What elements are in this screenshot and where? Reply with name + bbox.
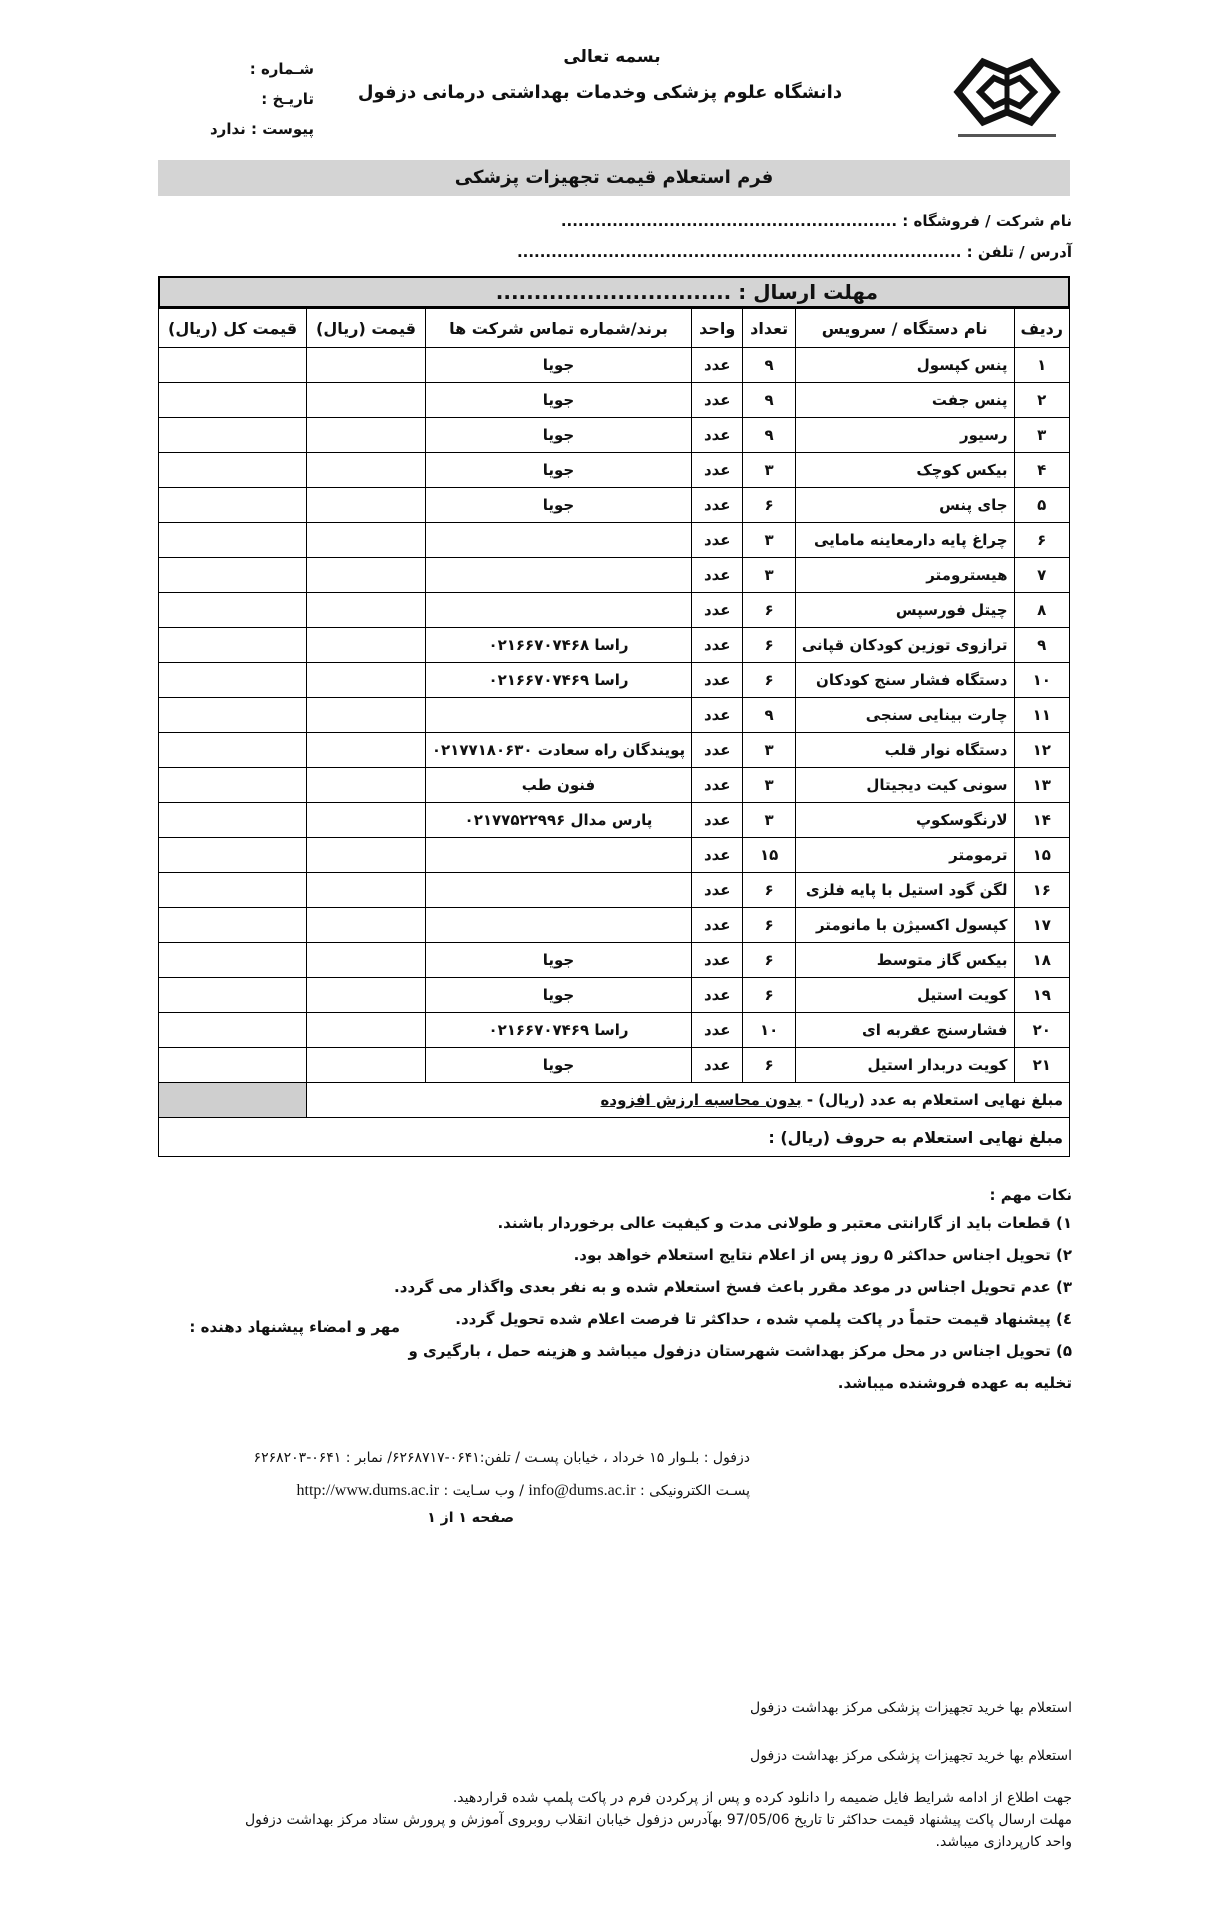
item-name: پنس کپسول: [795, 348, 1014, 383]
row-number: ۱۳: [1014, 768, 1069, 803]
table-row: [159, 628, 1070, 663]
unit: عدد: [692, 733, 743, 768]
bottom-line-5: واحد کارپردازی میباشد.: [935, 1834, 1072, 1850]
unit: عدد: [692, 803, 743, 838]
row-number: ۸: [1014, 593, 1069, 628]
quantity: ۱۵: [743, 838, 795, 873]
notes-title: نکات مهم :: [989, 1186, 1072, 1204]
total-numeric-text: مبلغ نهایی استعلام به عدد (ریال) -: [806, 1091, 1063, 1109]
total-price[interactable]: [159, 593, 307, 628]
total-price[interactable]: [159, 418, 307, 453]
unit: عدد: [692, 943, 743, 978]
quantity: ۶: [743, 1048, 795, 1083]
total-price[interactable]: [159, 383, 307, 418]
table-row: [159, 418, 1070, 453]
brand-contact: جویا: [425, 348, 691, 383]
unit: عدد: [692, 418, 743, 453]
item-name: کویت استیل: [795, 978, 1014, 1013]
form-title: فرم استعلام قیمت تجهیزات پزشکی: [158, 160, 1070, 196]
bottom-line-3: جهت اطلاع از ادامه شرایط فایل ضمیمه را دانلود کرده و پس از پرکردن فرم در پاکت پلمپ شده قراردهید.: [452, 1790, 1072, 1806]
col-brand-header: برند/شماره تماس شرکت ها: [425, 309, 691, 348]
quantity: ۶: [743, 873, 795, 908]
item-name: فشارسنج عقربه ای: [795, 1013, 1014, 1048]
unit-price[interactable]: [307, 908, 426, 943]
quantity: ۹: [743, 698, 795, 733]
total-numeric-row: [159, 1083, 1070, 1118]
unit: عدد: [692, 838, 743, 873]
row-number: ۱۱: [1014, 698, 1069, 733]
bottom-line-4: مهلت ارسال پاکت پیشنهاد قیمت حداکثر تا تاریخ 97/05/06 بهآدرس دزفول خیابان انقلاب روبروی آموزش و پرورش ستاد مرکز بهداشت دزفول: [244, 1812, 1072, 1828]
row-number: ۱۸: [1014, 943, 1069, 978]
brand-contact: راسا ۰۲۱۶۶۷۰۷۴۶۹: [425, 1013, 691, 1048]
quantity: ۶: [743, 593, 795, 628]
brand-contact: راسا ۰۲۱۶۶۷۰۷۴۶۹: [425, 663, 691, 698]
contact-address: دزفول : بلـوار ۱۵ خرداد ، خیابان پسـت / تلفن:۰۶۴۱-۶۲۶۸۷۱۷/ نمابر : ۰۶۴۱-۶۲۶۸۲۰۳: [253, 1450, 750, 1466]
col-qty-header: تعداد: [743, 309, 795, 348]
row-number: ۴: [1014, 453, 1069, 488]
quantity: ۱۰: [743, 1013, 795, 1048]
row-number: ۱: [1014, 348, 1069, 383]
brand-contact: فنون طب: [425, 768, 691, 803]
brand-contact: [425, 593, 691, 628]
total-price[interactable]: [159, 663, 307, 698]
row-number: ۱۰: [1014, 663, 1069, 698]
unit-price[interactable]: [307, 383, 426, 418]
total-numeric-label: [307, 1083, 1070, 1118]
quantity: ۶: [743, 628, 795, 663]
table-row: [159, 733, 1070, 768]
row-number: ۲۱: [1014, 1048, 1069, 1083]
website-label: / وب سـایت :: [443, 1483, 524, 1499]
total-price[interactable]: [159, 523, 307, 558]
quantity: ۹: [743, 348, 795, 383]
row-number: ۱۵: [1014, 838, 1069, 873]
item-name: لگن گود استیل با پایه فلزی: [795, 873, 1014, 908]
quantity: ۹: [743, 418, 795, 453]
row-number: ۱۴: [1014, 803, 1069, 838]
table-row: [159, 1048, 1070, 1083]
item-name: سونی کیت دیجیتال: [795, 768, 1014, 803]
unit: عدد: [692, 488, 743, 523]
total-price[interactable]: [159, 803, 307, 838]
table-row: [159, 698, 1070, 733]
unit: عدد: [692, 628, 743, 663]
unit-price[interactable]: [307, 768, 426, 803]
total-price[interactable]: [159, 348, 307, 383]
unit: عدد: [692, 383, 743, 418]
brand-contact: [425, 908, 691, 943]
total-price[interactable]: [159, 698, 307, 733]
row-number: ۷: [1014, 558, 1069, 593]
total-numeric-cell[interactable]: [159, 1083, 307, 1118]
date-label: تاریـخ :: [261, 90, 314, 108]
total-price[interactable]: [159, 733, 307, 768]
brand-contact: جویا: [425, 978, 691, 1013]
total-price[interactable]: [159, 873, 307, 908]
quantity: ۳: [743, 558, 795, 593]
brand-contact: جویا: [425, 488, 691, 523]
unit: عدد: [692, 978, 743, 1013]
item-name: هیسترومتر: [795, 558, 1014, 593]
unit-price[interactable]: [307, 838, 426, 873]
unit: عدد: [692, 768, 743, 803]
note-2: ۲) تحویل اجناس حداکثر ۵ روز پس از اعلام نتایج استعلام خواهد بود.: [573, 1246, 1072, 1264]
bottom-line-1: استعلام بها خرید تجهیزات پزشکی مرکز بهداشت دزفول: [750, 1700, 1072, 1716]
table-row: [159, 348, 1070, 383]
unit-price[interactable]: [307, 1048, 426, 1083]
unit: عدد: [692, 558, 743, 593]
brand-contact: پویندگان راه سعادت ۰۲۱۷۷۱۸۰۶۳۰: [425, 733, 691, 768]
unit: عدد: [692, 698, 743, 733]
brand-contact: جویا: [425, 453, 691, 488]
quantity: ۶: [743, 488, 795, 523]
brand-contact: پارس مدال ۰۲۱۷۷۵۲۲۹۹۶: [425, 803, 691, 838]
university-name: دانشگاه علوم پزشکی وخدمات بهداشتی درمانی دزفول: [357, 82, 843, 103]
table-row: [159, 663, 1070, 698]
unit: عدد: [692, 663, 743, 698]
unit-price[interactable]: [307, 873, 426, 908]
quantity: ۶: [743, 663, 795, 698]
row-number: ۲۰: [1014, 1013, 1069, 1048]
row-number: ۵: [1014, 488, 1069, 523]
col-row-header: ردیف: [1014, 309, 1069, 348]
quantity: ۳: [743, 733, 795, 768]
brand-contact: [425, 873, 691, 908]
unit: عدد: [692, 1048, 743, 1083]
total-price[interactable]: [159, 1048, 307, 1083]
col-name-header: نام دستگاه / سرویس: [795, 309, 1014, 348]
unit-price[interactable]: [307, 348, 426, 383]
table-row: [159, 558, 1070, 593]
unit: عدد: [692, 593, 743, 628]
contact-email-label: [297, 1482, 750, 1500]
table-row: [159, 768, 1070, 803]
table-row: [159, 1013, 1070, 1048]
note-1: ۱) قطعات باید از گارانتی معتبر و طولانی مدت و کیفیت عالی برخوردار باشند.: [497, 1214, 1072, 1232]
total-price[interactable]: [159, 628, 307, 663]
row-number: ۱۶: [1014, 873, 1069, 908]
col-total-header: قیمت کل (ریال): [159, 309, 307, 348]
item-name: دستگاه فشار سنج کودکان: [795, 663, 1014, 698]
total-words-label[interactable]: مبلغ نهایی استعلام به حروف (ریال) :: [159, 1118, 1070, 1157]
item-name: ترمومتر: [795, 838, 1014, 873]
brand-contact: [425, 523, 691, 558]
note-5-cont: تخلیه به عهده فروشنده میباشد.: [837, 1374, 1072, 1392]
deadline-field[interactable]: مهلت ارسال : ...............................: [158, 276, 1070, 308]
unit-price[interactable]: [307, 698, 426, 733]
quantity: ۶: [743, 978, 795, 1013]
signature-label: مهر و امضاء پیشنهاد دهنده :: [189, 1318, 400, 1336]
unit-price[interactable]: [307, 593, 426, 628]
unit-price[interactable]: [307, 663, 426, 698]
brand-contact: جویا: [425, 383, 691, 418]
total-price[interactable]: [159, 978, 307, 1013]
total-price[interactable]: [159, 558, 307, 593]
company-field[interactable]: نام شرکت / فروشگاه : ...........................................................: [560, 212, 1072, 230]
unit-price[interactable]: [307, 628, 426, 663]
item-name: کپسول اکسیژن با مانومتر: [795, 908, 1014, 943]
col-price-header: قیمت (ریال): [307, 309, 426, 348]
vat-note: بدون محاسبه ارزش افزوده: [600, 1091, 802, 1109]
number-label: شـماره :: [249, 60, 314, 78]
address-field[interactable]: آدرس / تلفن : ..............................................................................: [516, 243, 1072, 261]
brand-contact: جویا: [425, 1048, 691, 1083]
quantity: ۳: [743, 523, 795, 558]
row-number: ۱۲: [1014, 733, 1069, 768]
brand-contact: [425, 698, 691, 733]
unit-price[interactable]: [307, 488, 426, 523]
note-3: ۳) عدم تحویل اجناس در موعد مقرر باعث فسخ استعلام شده و به نفر بعدی واگذار می گردد.: [394, 1278, 1072, 1296]
website-link[interactable]: http://www.dums.ac.ir: [296, 1482, 440, 1499]
total-price[interactable]: [159, 1013, 307, 1048]
table-row: [159, 593, 1070, 628]
brand-contact: جویا: [425, 418, 691, 453]
brand-contact: جویا: [425, 943, 691, 978]
table-row: [159, 943, 1070, 978]
email-link[interactable]: info@dums.ac.ir: [528, 1482, 636, 1499]
unit: عدد: [692, 348, 743, 383]
unit: عدد: [692, 873, 743, 908]
unit-price[interactable]: [307, 453, 426, 488]
table-row: [159, 803, 1070, 838]
unit-price[interactable]: [307, 733, 426, 768]
item-name: بیکس گاز متوسط: [795, 943, 1014, 978]
attachment-label: پیوست : ندارد: [209, 120, 314, 138]
total-price[interactable]: [159, 908, 307, 943]
item-name: چارت بینایی سنجی: [795, 698, 1014, 733]
unit-price[interactable]: [307, 978, 426, 1013]
quantity: ۹: [743, 383, 795, 418]
table-row: [159, 978, 1070, 1013]
item-name: کویت دربدار استیل: [795, 1048, 1014, 1083]
item-name: دستگاه نوار قلب: [795, 733, 1014, 768]
table-row: [159, 383, 1070, 418]
row-number: ۲: [1014, 383, 1069, 418]
total-price[interactable]: [159, 488, 307, 523]
quantity: ۳: [743, 768, 795, 803]
item-name: جای پنس: [795, 488, 1014, 523]
note-4: ٤) پیشنهاد قیمت حتماً در پاکت پلمپ شده ، حداکثر تا فرصت اعلام شده تحویل گردد.: [455, 1310, 1072, 1328]
item-name: پنس جفت: [795, 383, 1014, 418]
unit: عدد: [692, 908, 743, 943]
total-words-row: [159, 1118, 1070, 1157]
bismillah: بسمه تعالی: [563, 47, 661, 67]
note-5: ۵) تحویل اجناس در محل مرکز بهداشت شهرستان دزفول میباشد و هزینه حمل ، بارگیری و: [408, 1342, 1072, 1360]
unit-price[interactable]: [307, 558, 426, 593]
brand-contact: [425, 838, 691, 873]
item-name: رسیور: [795, 418, 1014, 453]
unit: عدد: [692, 523, 743, 558]
unit: عدد: [692, 1013, 743, 1048]
unit-price[interactable]: [307, 943, 426, 978]
row-number: ۱۹: [1014, 978, 1069, 1013]
item-name: چراغ پایه دارمعاینه مامایی: [795, 523, 1014, 558]
row-number: ۳: [1014, 418, 1069, 453]
item-name: بیکس کوچک: [795, 453, 1014, 488]
total-price[interactable]: [159, 453, 307, 488]
unit-price[interactable]: [307, 803, 426, 838]
quantity: ۶: [743, 908, 795, 943]
row-number: ۶: [1014, 523, 1069, 558]
row-number: ۹: [1014, 628, 1069, 663]
quantity: ۳: [743, 453, 795, 488]
table-row: [159, 873, 1070, 908]
total-price[interactable]: [159, 768, 307, 803]
table-row: [159, 908, 1070, 943]
unit-price[interactable]: [307, 418, 426, 453]
table-row: [159, 488, 1070, 523]
email-label: پسـت الکترونیکی :: [640, 1483, 750, 1499]
table-row: [159, 838, 1070, 873]
unit-price[interactable]: [307, 523, 426, 558]
total-price[interactable]: [159, 943, 307, 978]
table-row: [159, 453, 1070, 488]
bottom-line-2: استعلام بها خرید تجهیزات پزشکی مرکز بهداشت دزفول: [750, 1748, 1072, 1764]
item-name: لارنگوسکوپ: [795, 803, 1014, 838]
table-row: [159, 523, 1070, 558]
page-number: صفحه ۱ از ۱: [427, 1510, 514, 1526]
quantity: ۳: [743, 803, 795, 838]
item-name: چیتل فورسپس: [795, 593, 1014, 628]
quantity: ۶: [743, 943, 795, 978]
brand-contact: [425, 558, 691, 593]
items-table: [158, 308, 1070, 1157]
item-name: ترازوی توزین کودکان قپانی: [795, 628, 1014, 663]
unit-price[interactable]: [307, 1013, 426, 1048]
brand-contact: راسا ۰۲۱۶۶۷۰۷۴۶۸: [425, 628, 691, 663]
total-price[interactable]: [159, 838, 307, 873]
col-unit-header: واحد: [692, 309, 743, 348]
table-header-row: [159, 309, 1070, 348]
row-number: ۱۷: [1014, 908, 1069, 943]
unit: عدد: [692, 453, 743, 488]
